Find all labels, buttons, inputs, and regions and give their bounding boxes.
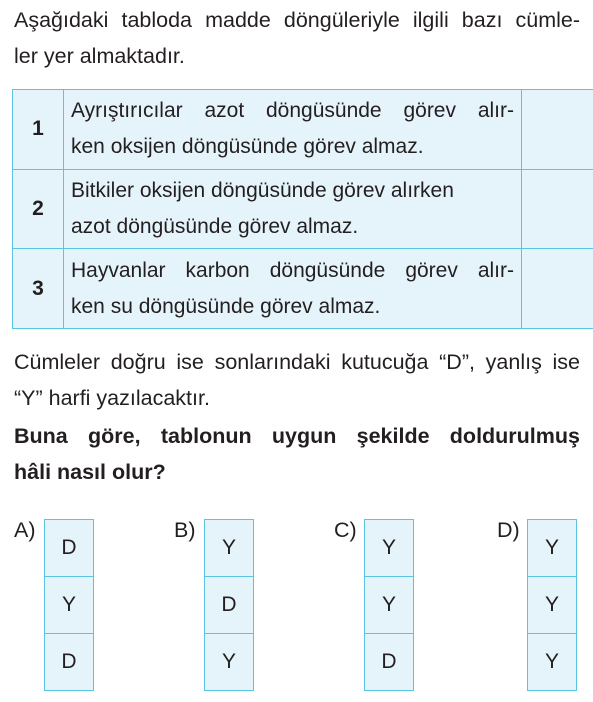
choice-answer-cell: Y [205, 634, 254, 691]
statement-row [13, 90, 593, 170]
instruction-text [14, 344, 580, 416]
statement-text [64, 90, 522, 170]
statement-number: 2 [13, 169, 64, 249]
choice-answer-cell: Y [205, 520, 254, 577]
statement-line: Bitkiler oksijen döngüsünde görev alırken [71, 178, 454, 202]
choice-answer-cell: Y [365, 577, 414, 634]
choice-answer-column [364, 519, 414, 691]
instruction-line-2: “Y” harfi yazılacaktır. [14, 386, 210, 410]
statement-row [13, 169, 593, 249]
choice-answer-cell: Y [528, 634, 577, 691]
answer-box[interactable] [522, 90, 593, 170]
choice-answer-cell: D [365, 634, 414, 691]
intro-line-2: ler yer almaktadır. [14, 44, 185, 68]
statements-table [12, 89, 593, 329]
question-line-1: Buna göre, tablonun uygun şekilde doldurulmuş [14, 424, 580, 448]
choice-answer-cell: Y [528, 520, 577, 577]
choice-answer-cell: Y [528, 577, 577, 634]
statement-row [13, 249, 593, 329]
choice-answer-cell: Y [365, 520, 414, 577]
choice-answer-cell: Y [45, 577, 94, 634]
statement-number: 1 [13, 90, 64, 170]
answer-box[interactable] [522, 169, 593, 249]
statement-text [64, 169, 522, 249]
choice-answer-column [527, 519, 577, 691]
statement-line: ken oksijen döngüsünde görev almaz. [71, 135, 424, 159]
choice-answer-cell: D [45, 520, 94, 577]
answer-box[interactable] [522, 249, 593, 329]
statement-line: Ayrıştırıcılar azot döngüsünde görev alır- [71, 99, 514, 123]
choice-letter: B) [174, 518, 196, 542]
statement-number: 3 [13, 249, 64, 329]
statement-line: ken su döngüsünde görev almaz. [71, 294, 381, 318]
question-text [14, 418, 580, 490]
choice-answer-cell: D [205, 577, 254, 634]
choice-answer-cell: D [45, 634, 94, 691]
statement-line: azot döngüsünde görev almaz. [71, 214, 359, 238]
choice-letter: D) [497, 518, 520, 542]
statement-text [64, 249, 522, 329]
question-line-2: hâli nasıl olur? [14, 460, 166, 484]
choice-letter: A) [14, 518, 36, 542]
intro-text [14, 2, 580, 74]
intro-line-1: Aşağıdaki tabloda madde döngüleriyle ilgili bazı cümle- [14, 8, 580, 32]
choice-letter: C) [334, 518, 357, 542]
statement-line: Hayvanlar karbon döngüsünde görev alır- [71, 258, 514, 282]
choice-answer-column [204, 519, 254, 691]
instruction-line-1: Cümleler doğru ise sonlarındaki kutucuğa “D”, yanlış ise [14, 350, 580, 374]
choice-answer-column [44, 519, 94, 691]
